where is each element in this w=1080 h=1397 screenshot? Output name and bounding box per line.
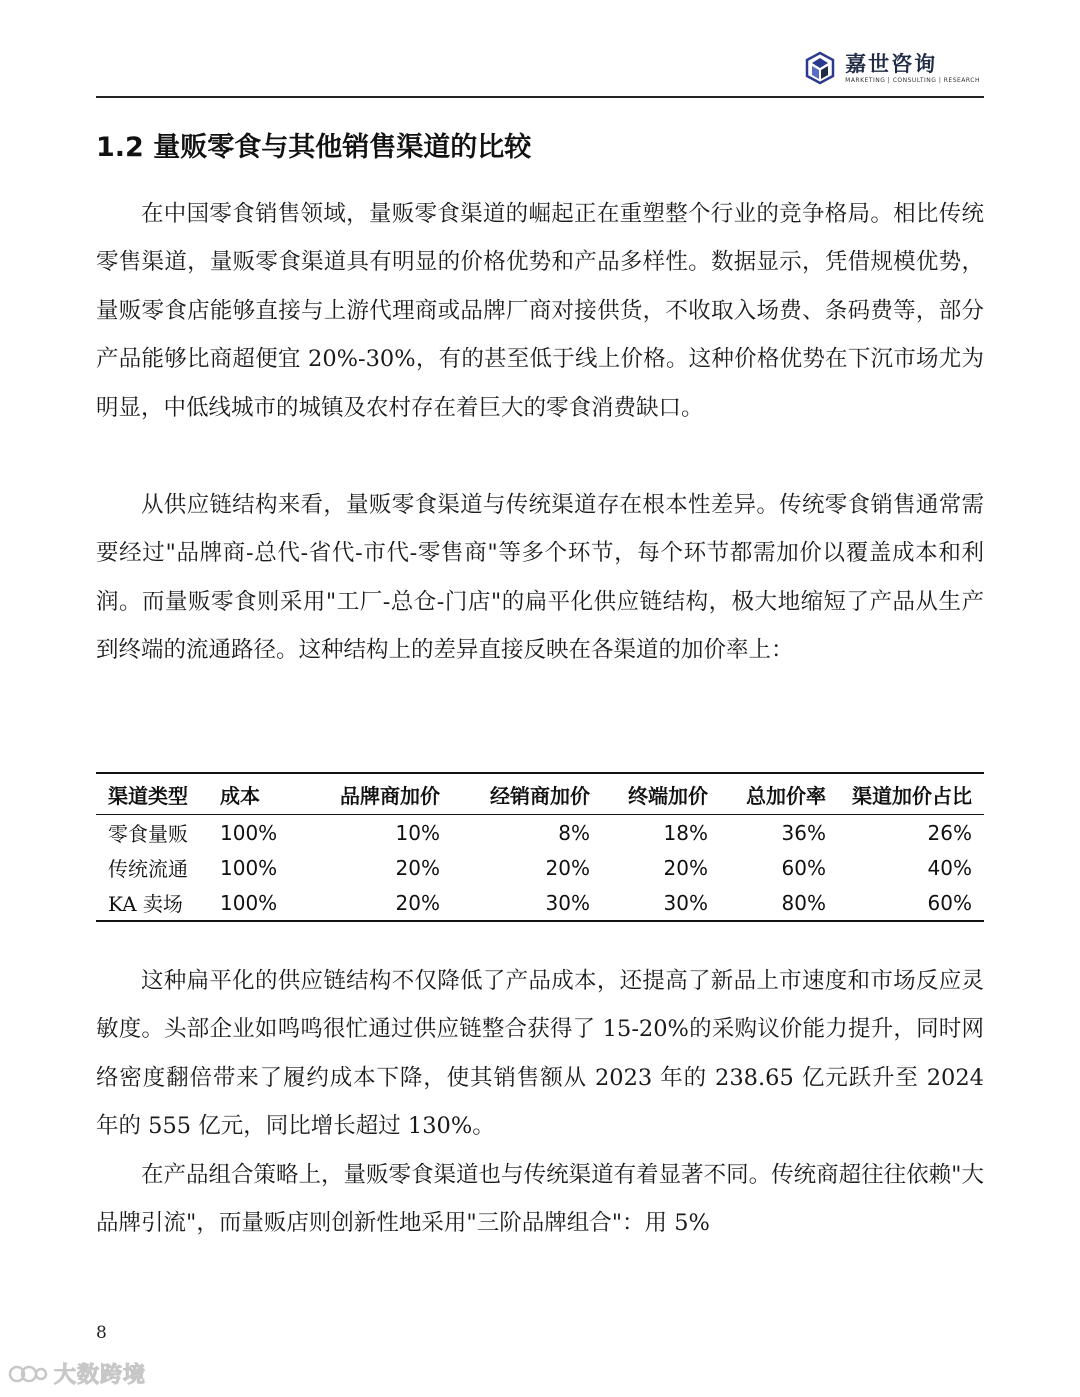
cell-brand-markup: 10%	[395, 820, 440, 845]
header-total-markup: 总加价率	[746, 783, 826, 808]
cell-cost: 100%	[220, 890, 278, 915]
paragraph-3: 这种扁平化的供应链结构不仅降低了产品成本，还提高了新品上市速度和市场反应灵敏度。头部企业如鸣鸣很忙通过供应链整合获得了 15-20%的采购议价能力提升，同时网络密度翻倍带来了履约成本下降，使其销售额从 2023 年的 238.65 亿元跃升至 2024 年的 555 亿元，同比增长超过 130%。	[96, 968, 984, 1140]
paragraph-4: 在产品组合策略上，量贩零食渠道也与传统渠道有着显著不同。传统商超往往依赖"大品牌引流"，而量贩店则创新性地采用"三阶品牌组合"：用 5%	[96, 1162, 984, 1237]
cell-cost: 100%	[220, 820, 278, 845]
header-brand-markup: 品牌商加价	[340, 783, 440, 808]
section-title: 1.2 量贩零食与其他销售渠道的比较	[96, 132, 532, 163]
cell-brand-markup: 20%	[395, 855, 440, 880]
header-distributor-markup: 经销商加价	[490, 783, 590, 808]
paragraph-2: 从供应链结构来看，量贩零食渠道与传统渠道存在根本性差异。传统零食销售通常需要经过"品牌商-总代-省代-市代-零售商"等多个环节，每个环节都需加价以覆盖成本和利润。而量贩零食则采用"工厂-总仓-门店"的扁平化供应链结构，极大地缩短了产品从生产到终端的流通路径。这种结构上的差异直接反映在各渠道的加价率上：	[96, 492, 984, 664]
header-channel-type: 渠道类型	[108, 783, 188, 808]
page-number: 8	[96, 1323, 107, 1343]
cell-channel: 传统流通	[108, 857, 188, 881]
company-logo	[803, 48, 980, 88]
cell-total-markup: 36%	[781, 820, 826, 845]
header-channel-share: 渠道加价占比	[852, 783, 972, 808]
cell-channel-share: 26%	[927, 820, 972, 845]
cell-terminal-markup: 30%	[663, 890, 708, 915]
watermark-logo-icon	[8, 1361, 48, 1387]
cell-total-markup: 80%	[781, 890, 826, 915]
cell-distributor-markup: 20%	[545, 855, 590, 880]
paragraph-1: 在中国零食销售领域，量贩零食渠道的崛起正在重塑整个行业的竞争格局。相比传统零售渠道，量贩零食渠道具有明显的价格优势和产品多样性。数据显示，凭借规模优势，量贩零食店能够直接与上游代理商或品牌厂商对接供货，不收取入场费、条码费等，部分产品能够比商超便宜 20%-30%，有的甚至低于线上价格。这种价格优势在下沉市场尤为明显，中低线城市的城镇及农村存在着巨大的零食消费缺口。	[96, 201, 984, 421]
cell-distributor-markup: 30%	[545, 890, 590, 915]
table-header-row	[96, 773, 984, 815]
table-row	[96, 815, 984, 851]
logo-mark-icon	[803, 51, 837, 85]
logo-name: 嘉世咨询	[845, 51, 938, 76]
markup-rate-table	[96, 772, 984, 922]
cell-total-markup: 60%	[781, 855, 826, 880]
table-row	[96, 885, 984, 921]
logo-text-block	[845, 52, 980, 85]
watermark-text: 大数跨境	[54, 1363, 147, 1388]
cell-cost: 100%	[220, 855, 278, 880]
cell-channel-share: 60%	[927, 890, 972, 915]
table-row	[96, 850, 984, 885]
cell-channel: KA 卖场	[108, 892, 183, 916]
header-cost: 成本	[220, 783, 260, 808]
cell-channel-share: 40%	[927, 855, 972, 880]
watermark	[8, 1358, 146, 1389]
cell-terminal-markup: 20%	[663, 855, 708, 880]
cell-distributor-markup: 8%	[558, 820, 590, 845]
cell-brand-markup: 20%	[395, 890, 440, 915]
page-header	[96, 40, 984, 98]
logo-tagline: MARKETING | CONSULTING | RESEARCH	[845, 76, 980, 84]
cell-channel: 零食量贩	[108, 822, 188, 846]
header-terminal-markup: 终端加价	[628, 783, 708, 808]
cell-terminal-markup: 18%	[663, 820, 708, 845]
